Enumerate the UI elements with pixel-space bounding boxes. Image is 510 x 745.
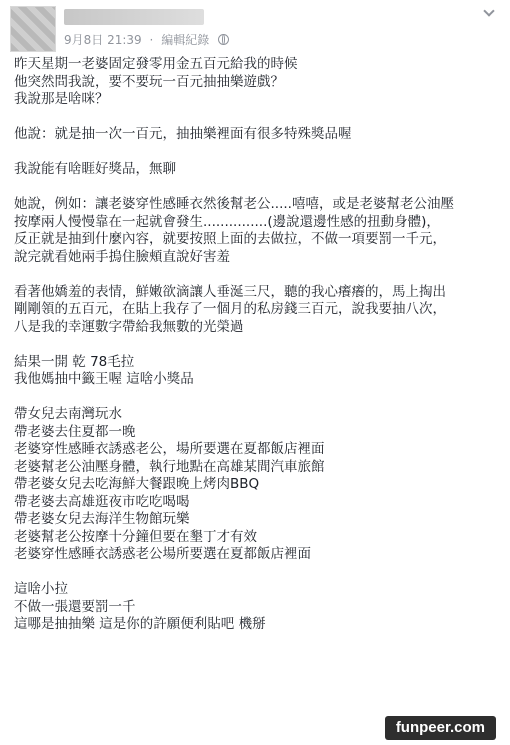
post-text-line: 我他媽抽中籤王喔 這啥小獎品: [14, 371, 194, 387]
post-text-line: 他說：就是抽一次一百元，抽抽樂裡面有很多特殊獎品喔: [14, 126, 352, 142]
avatar[interactable]: [10, 6, 56, 52]
author-name-blurred[interactable]: [64, 9, 204, 25]
paragraph-gap: [14, 389, 498, 407]
globe-icon[interactable]: [218, 34, 229, 45]
post-text-line: 她說，例如：讓老婆穿性感睡衣然後幫老公.....嘻嘻，或是老婆幫老公油壓: [14, 196, 454, 212]
post-text-line: 按摩兩人慢慢靠在一起就會發生...............(邊說還邊性感的扭動身體)，: [14, 213, 440, 230]
post-text-line: 這哪是抽抽樂 這是你的許願便利貼吧 機掰: [14, 616, 266, 632]
watermark: funpeer.com: [385, 716, 496, 740]
post-text-line: 帶老婆女兒去海洋生物館玩樂: [14, 511, 190, 527]
post-text-line: 老婆穿性感睡衣誘惑老公場所要選在夏都飯店裡面: [14, 546, 311, 562]
post-text-line: 說完就看她兩手摀住臉頰直說好害羞: [14, 248, 230, 265]
post-text-line: 昨天星期一老婆固定發零用金五百元給我的時候: [14, 56, 298, 72]
post-text-line: 老婆穿性感睡衣誘惑老公，場所要選在夏都飯店裡面: [14, 441, 325, 457]
edit-history-link[interactable]: 編輯紀錄: [161, 33, 210, 47]
paragraph-gap: [14, 336, 498, 354]
post-header: [0, 0, 510, 54]
post-text-line: 這啥小拉: [14, 581, 68, 597]
post-text-line: 我說能有啥睚好獎品，無聊: [14, 161, 176, 177]
paragraph-gap: [14, 109, 498, 127]
post-text-line: 看著他嬌羞的表情，鮮嫩欲滴讓人垂涎三尺，聽的我心癢癢的，馬上掏出: [14, 283, 446, 300]
post-text-line: 老婆幫老公按摩十分鐘但要在墾丁才有效: [14, 528, 257, 545]
paragraph-gap: [14, 179, 498, 197]
post-time[interactable]: 21:39: [107, 33, 142, 47]
post-meta: [64, 31, 229, 48]
meta-separator: ·: [149, 33, 154, 47]
post-text-line: 帶老婆去住夏都一晚: [14, 423, 136, 440]
paragraph-gap: [14, 266, 498, 284]
chevron-down-icon[interactable]: [482, 6, 496, 20]
post-body: [14, 56, 498, 634]
post-text-line: 反正就是抽到什麼內容，就要按照上面的去做拉，不做一項要罰一千元，: [14, 231, 446, 247]
post-text-line: 帶女兒去南灣玩水: [14, 406, 122, 422]
post-text-line: 他突然問我說，要不要玩一百元抽抽樂遊戲？: [14, 73, 284, 90]
post-text-line: 帶老婆女兒去吃海鮮大餐跟晚上烤肉BBQ: [14, 476, 260, 492]
post-text-line: 八是我的幸運數字帶給我無數的光榮過: [14, 318, 244, 335]
post-text-line: 不做一張還要罰一千: [14, 598, 136, 615]
post-text-line: 結果一開 乾 78毛拉: [14, 353, 135, 370]
paragraph-gap: [14, 564, 498, 582]
paragraph-gap: [14, 144, 498, 162]
post-text-line: 剛剛領的五百元，在貼上我存了一個月的私房錢三百元，說我要抽八次，: [14, 301, 446, 317]
post-text-line: 帶老婆去高雄逛夜市吃吃喝喝: [14, 493, 190, 510]
post-text-line: 我說那是啥咪？: [14, 91, 109, 107]
post-date[interactable]: 9月8日: [64, 33, 104, 47]
post-text-line: 老婆幫老公油壓身體，執行地點在高雄某間汽車旅館: [14, 458, 325, 475]
